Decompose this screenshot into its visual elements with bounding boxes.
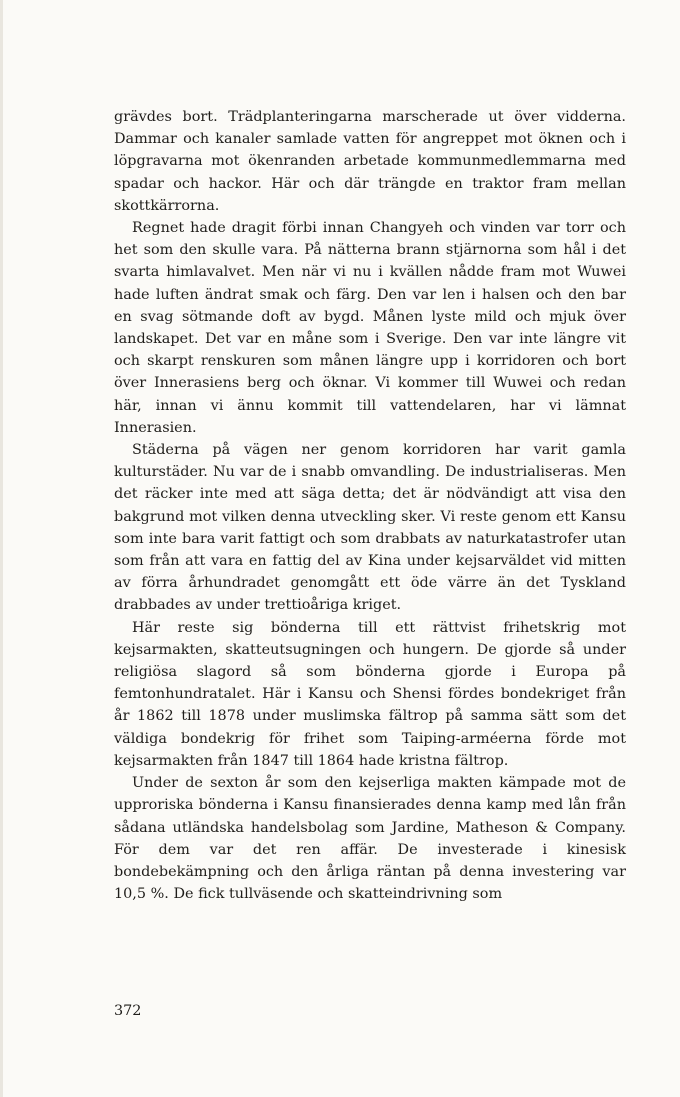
page-number: 372 (114, 1003, 142, 1019)
paragraph-4: Här reste sig bönderna till ett rättvist frihetskrig mot kejsarmakten, skatteutsugningen och hungern. De gjorde så under religiösa slagord så som bönderna gjorde i Europa på femtonhundratalet. Här i Kansu och Shensi fördes bondekriget från år 1862 till 1878 under muslimska fältrop på samma sätt som det väldiga bondekrig för frihet som Taiping-arméerna förde mot kejsarmakten från 1847 till 1864 hade kristna fältrop. (114, 619, 626, 769)
page-edge (0, 0, 3, 1097)
paragraph-1: grävdes bort. Trädplanteringarna marscherade ut över vidderna. Dammar och kanaler samlade vatten för angreppet mot öknen och i löpgravarna mot ökenranden arbetade kommunmedlemmarna med spadar och hackor. Här och där trängde en traktor fram mellan skottkärrorna. (114, 109, 626, 214)
paragraph-3: Städerna på vägen ner genom korridoren har varit gamla kulturstäder. Nu var de i snabb omvandling. De industrialiseras. Men det räcker inte med att säga detta; det är nödvändigt att visa den bakgrund mot vilken denna utveckling sker. Vi reste genom ett Kansu som inte bara varit fattigt och som drabbats av naturkatastrofer utan som från att vara en fattig del av Kina under kejsarväldet vid mitten av förra århundradet genomgått ett öde värre än det Tyskland drabbades av under trettioåriga kriget. (114, 442, 626, 614)
paragraph-5: Under de sexton år som den kejserliga makten kämpade mot de upproriska bönderna i Kansu finansierades denna kamp med lån från sådana utländska handelsbolag som Jardine, Matheson & Company. För dem var det ren affär. De investerade i kinesisk bondebekämpning och den årliga räntan på denna investering var 10,5 %. De fick tullväsende och skatteindrivning som (114, 775, 626, 903)
body-text (114, 106, 626, 905)
paragraph-2: Regnet hade dragit förbi innan Changyeh och vinden var torr och het som den skulle vara. På nätterna brann stjärnorna som hål i det svarta himlavalvet. Men när vi nu i kvällen nådde fram mot Wuwei hade luften ändrat smak och färg. Den var len i halsen och den bar en svag sötmande doft av bygd. Månen lyste mild och mjuk över landskapet. Det var en måne som i Sverige. Den var inte längre vit och skarpt renskuren som månen längre upp i korridoren och bort över Innerasiens berg och öknar. Vi kommer till Wuwei och redan här, innan vi ännu kommit till vattendelaren, har vi lämnat Innerasien. (114, 220, 626, 436)
